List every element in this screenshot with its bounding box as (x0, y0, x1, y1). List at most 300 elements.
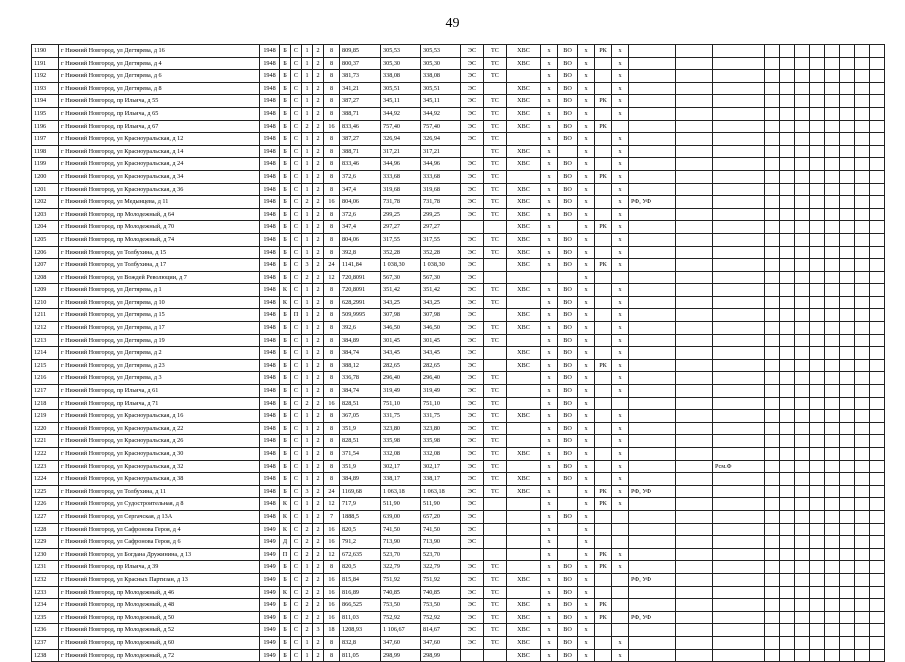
table-cell: ТС (484, 296, 507, 309)
table-cell: 12 (324, 498, 340, 511)
address-cell: г Нижний Новгород, ул Дегтярева, д 1 (59, 284, 260, 297)
table-cell (507, 510, 541, 523)
table-cell (780, 221, 795, 234)
table-cell (810, 460, 825, 473)
table-cell: РФ, УФ (629, 196, 676, 209)
table-cell: ВО (558, 359, 578, 372)
table-cell (507, 498, 541, 511)
table-cell (713, 196, 765, 209)
table-cell (825, 95, 840, 108)
table-cell (629, 120, 676, 133)
table-cell: 1948 (260, 133, 280, 146)
registry-table-wrap (31, 44, 885, 662)
table-cell: 384,74 (340, 385, 381, 398)
table-cell: 809,85 (340, 45, 381, 58)
table-cell: 344,96 (381, 158, 421, 171)
table-cell: 8 (324, 322, 340, 335)
table-cell (507, 372, 541, 385)
table-cell: 8 (324, 422, 340, 435)
table-cell (780, 498, 795, 511)
table-cell: К (280, 296, 291, 309)
table-cell (855, 70, 870, 83)
table-row (32, 448, 885, 461)
table-cell (765, 359, 780, 372)
table-cell: 1 (302, 221, 313, 234)
table-cell: х (578, 221, 595, 234)
table-cell (795, 284, 810, 297)
table-cell: х (612, 435, 629, 448)
table-cell: 333,68 (381, 170, 421, 183)
table-cell (676, 573, 713, 586)
table-row (32, 183, 885, 196)
table-cell (840, 95, 855, 108)
table-cell: 297,27 (381, 221, 421, 234)
table-cell: х (578, 334, 595, 347)
table-cell: 1 (302, 170, 313, 183)
table-cell (780, 309, 795, 322)
table-cell (629, 359, 676, 372)
table-cell: Б (280, 485, 291, 498)
table-cell (507, 385, 541, 398)
table-cell: 2 (313, 485, 324, 498)
table-cell (595, 510, 612, 523)
table-cell: 1 (302, 246, 313, 259)
table-cell: 1 (302, 435, 313, 448)
table-cell (595, 70, 612, 83)
table-cell (629, 271, 676, 284)
table-cell: ЭС (461, 284, 484, 297)
table-cell (713, 599, 765, 612)
table-cell (676, 649, 713, 662)
table-cell: 1 (302, 95, 313, 108)
table-cell: х (578, 170, 595, 183)
table-cell (870, 233, 885, 246)
table-cell: 305,51 (421, 82, 461, 95)
table-cell: 8 (324, 57, 340, 70)
table-cell (855, 649, 870, 662)
address-cell: г Нижний Новгород, пр Ильича, д 65 (59, 107, 260, 120)
table-cell: 2 (302, 536, 313, 549)
table-cell: х (541, 334, 558, 347)
table-cell: 345,11 (421, 95, 461, 108)
table-cell (780, 410, 795, 423)
table-cell: 3 (313, 624, 324, 637)
row-number-cell: 1227 (32, 510, 59, 523)
table-cell: 8 (324, 45, 340, 58)
table-cell: ХВС (507, 448, 541, 461)
table-cell: х (541, 57, 558, 70)
table-cell (780, 271, 795, 284)
table-cell: 1 (302, 636, 313, 649)
table-row (32, 485, 885, 498)
table-cell: 1948 (260, 359, 280, 372)
table-cell: 372,6 (340, 208, 381, 221)
table-cell (870, 498, 885, 511)
table-cell: С (291, 183, 302, 196)
table-cell: х (541, 322, 558, 335)
table-cell: ВО (558, 448, 578, 461)
table-cell: 2 (313, 510, 324, 523)
table-cell (855, 322, 870, 335)
table-cell (810, 183, 825, 196)
table-cell: 2 (313, 573, 324, 586)
table-cell (713, 586, 765, 599)
table-cell (765, 221, 780, 234)
table-cell: 757,40 (381, 120, 421, 133)
table-cell: 24 (324, 259, 340, 272)
table-cell: ХВС (507, 410, 541, 423)
table-cell: 8 (324, 82, 340, 95)
table-cell: х (612, 82, 629, 95)
table-cell (780, 435, 795, 448)
table-cell: 319,68 (381, 183, 421, 196)
table-cell: х (541, 246, 558, 259)
table-cell (629, 246, 676, 259)
table-cell: 1 (302, 561, 313, 574)
table-cell (595, 145, 612, 158)
table-row (32, 221, 885, 234)
table-cell: х (578, 372, 595, 385)
table-cell (795, 296, 810, 309)
table-cell: х (541, 385, 558, 398)
table-cell (713, 208, 765, 221)
table-cell: х (612, 649, 629, 662)
table-cell (795, 170, 810, 183)
table-cell: 301,45 (421, 334, 461, 347)
table-cell (558, 485, 578, 498)
table-cell: х (578, 82, 595, 95)
table-cell: С (291, 296, 302, 309)
table-cell (780, 359, 795, 372)
table-cell: ЭС (461, 296, 484, 309)
table-cell: 1948 (260, 82, 280, 95)
table-cell (780, 107, 795, 120)
table-cell: ХВС (507, 158, 541, 171)
table-cell: П (291, 309, 302, 322)
table-cell: ТС (484, 120, 507, 133)
address-cell: г Нижний Новгород, ул Дегтярева, д 10 (59, 296, 260, 309)
table-cell: х (541, 510, 558, 523)
table-cell (595, 649, 612, 662)
table-cell: ВО (558, 296, 578, 309)
table-cell (840, 410, 855, 423)
table-cell: ВО (558, 309, 578, 322)
table-cell: ТС (484, 422, 507, 435)
table-cell: х (541, 573, 558, 586)
table-cell: х (612, 309, 629, 322)
address-cell: г Нижний Новгород, ул Красноуральская, д 22 (59, 422, 260, 435)
table-cell: 1 (302, 347, 313, 360)
table-cell: 1948 (260, 309, 280, 322)
table-cell: 16 (324, 611, 340, 624)
table-cell (870, 170, 885, 183)
table-cell: 1949 (260, 548, 280, 561)
table-cell: Б (280, 636, 291, 649)
table-cell: РФ, УФ (629, 611, 676, 624)
row-number-cell: 1222 (32, 448, 59, 461)
address-cell: г Нижний Новгород, ул Дегтярева, д 23 (59, 359, 260, 372)
address-cell: г Нижний Новгород, пр Молодежный, д 70 (59, 221, 260, 234)
table-cell: Д (280, 536, 291, 549)
table-cell (461, 145, 484, 158)
table-cell: 8 (324, 95, 340, 108)
table-cell (810, 586, 825, 599)
table-cell (676, 485, 713, 498)
table-cell (484, 523, 507, 536)
table-cell (840, 170, 855, 183)
address-cell: г Нижний Новгород, ул Сафронова Героя, д 6 (59, 536, 260, 549)
table-cell: РК (595, 485, 612, 498)
table-cell (765, 435, 780, 448)
table-cell: 1949 (260, 523, 280, 536)
table-cell: РФ, УФ (629, 573, 676, 586)
table-cell: ТС (484, 636, 507, 649)
table-cell: ЭС (461, 460, 484, 473)
address-cell: г Нижний Новгород, ул Вождей Революции, д 7 (59, 271, 260, 284)
table-cell (855, 221, 870, 234)
table-cell: 1948 (260, 448, 280, 461)
table-cell (595, 586, 612, 599)
table-cell: 713,90 (421, 536, 461, 549)
table-cell: 345,11 (381, 95, 421, 108)
table-cell: 866,525 (340, 599, 381, 612)
table-cell (676, 309, 713, 322)
table-cell (676, 284, 713, 297)
table-cell: ТС (484, 372, 507, 385)
table-cell: ТС (484, 599, 507, 612)
table-cell: 12 (324, 271, 340, 284)
table-cell (713, 536, 765, 549)
table-cell: 2 (313, 636, 324, 649)
table-cell: 2 (313, 435, 324, 448)
table-cell: 1948 (260, 498, 280, 511)
table-cell (855, 196, 870, 209)
table-cell (840, 385, 855, 398)
table-cell (825, 548, 840, 561)
table-cell: 3 (302, 259, 313, 272)
table-cell: ЭС (461, 573, 484, 586)
table-row (32, 649, 885, 662)
table-row (32, 611, 885, 624)
table-cell (825, 158, 840, 171)
table-cell (713, 107, 765, 120)
table-cell (780, 120, 795, 133)
table-cell: 351,42 (421, 284, 461, 297)
table-cell (855, 233, 870, 246)
table-cell (780, 322, 795, 335)
table-cell (595, 57, 612, 70)
table-cell (595, 473, 612, 486)
table-cell (612, 523, 629, 536)
table-cell: 296,40 (381, 372, 421, 385)
table-cell: х (578, 435, 595, 448)
table-cell: 820,5 (340, 561, 381, 574)
table-cell: х (578, 271, 595, 284)
table-cell (629, 397, 676, 410)
table-cell (629, 498, 676, 511)
table-cell (713, 435, 765, 448)
table-row (32, 636, 885, 649)
table-row (32, 57, 885, 70)
table-cell: С (291, 636, 302, 649)
table-cell (765, 183, 780, 196)
table-cell: 347,60 (381, 636, 421, 649)
table-cell: 296,40 (421, 372, 461, 385)
table-cell: 343,25 (381, 296, 421, 309)
table-cell (676, 246, 713, 259)
table-cell: 2 (302, 548, 313, 561)
table-cell (795, 473, 810, 486)
table-cell (713, 548, 765, 561)
table-cell (795, 145, 810, 158)
table-cell (795, 233, 810, 246)
table-cell (855, 523, 870, 536)
table-cell: х (612, 548, 629, 561)
table-cell (870, 599, 885, 612)
table-cell (840, 586, 855, 599)
table-cell: РК (595, 611, 612, 624)
table-cell: 2 (313, 548, 324, 561)
table-cell: Б (280, 460, 291, 473)
table-cell: 1948 (260, 57, 280, 70)
table-cell (795, 498, 810, 511)
table-cell (795, 372, 810, 385)
table-cell: К (280, 586, 291, 599)
table-cell (780, 636, 795, 649)
table-cell (840, 372, 855, 385)
table-cell: С (291, 460, 302, 473)
table-cell: 344,92 (381, 107, 421, 120)
table-cell: 322,79 (381, 561, 421, 574)
table-cell (810, 70, 825, 83)
table-cell (870, 485, 885, 498)
table-cell (825, 196, 840, 209)
table-cell: х (578, 259, 595, 272)
table-cell (855, 422, 870, 435)
table-cell: ЭС (461, 170, 484, 183)
table-cell (676, 599, 713, 612)
table-cell: ТС (484, 170, 507, 183)
table-cell: ВО (558, 599, 578, 612)
table-cell (825, 498, 840, 511)
table-cell (629, 183, 676, 196)
table-cell: 657,20 (421, 510, 461, 523)
table-cell: 346,50 (381, 322, 421, 335)
table-cell (810, 422, 825, 435)
table-cell (713, 510, 765, 523)
table-cell (870, 460, 885, 473)
table-cell (825, 296, 840, 309)
table-cell (595, 233, 612, 246)
table-cell (461, 649, 484, 662)
table-cell (855, 448, 870, 461)
table-cell: 8 (324, 435, 340, 448)
table-cell: 305,30 (381, 57, 421, 70)
table-cell (595, 196, 612, 209)
row-number-cell: 1206 (32, 246, 59, 259)
table-cell: 341,21 (340, 82, 381, 95)
table-cell: х (578, 636, 595, 649)
table-cell: х (541, 636, 558, 649)
table-cell: 371,54 (340, 448, 381, 461)
table-cell (713, 246, 765, 259)
table-cell: х (612, 448, 629, 461)
table-cell (840, 359, 855, 372)
table-cell: 335,98 (381, 435, 421, 448)
table-cell (629, 636, 676, 649)
table-cell (870, 334, 885, 347)
table-cell: 307,98 (381, 309, 421, 322)
table-cell: Б (280, 233, 291, 246)
table-cell: С (291, 82, 302, 95)
table-cell: С (291, 586, 302, 599)
table-cell: 8 (324, 158, 340, 171)
table-cell (840, 208, 855, 221)
table-cell (810, 498, 825, 511)
table-cell: 1948 (260, 107, 280, 120)
table-cell: 751,10 (381, 397, 421, 410)
table-cell: С (291, 372, 302, 385)
table-cell: х (541, 133, 558, 146)
table-cell: 1948 (260, 145, 280, 158)
table-cell (595, 158, 612, 171)
table-cell (825, 473, 840, 486)
table-cell: 8 (324, 649, 340, 662)
table-cell: х (612, 170, 629, 183)
table-cell: х (612, 208, 629, 221)
table-cell (870, 82, 885, 95)
address-cell: г Нижний Новгород, ул Красноуральская, д 34 (59, 170, 260, 183)
table-cell: ХВС (507, 611, 541, 624)
table-cell (765, 70, 780, 83)
table-cell (507, 133, 541, 146)
table-cell (612, 536, 629, 549)
table-cell: х (541, 586, 558, 599)
table-cell: х (541, 170, 558, 183)
table-cell: 731,78 (421, 196, 461, 209)
table-cell (870, 586, 885, 599)
table-cell (855, 561, 870, 574)
table-cell (558, 523, 578, 536)
table-cell (855, 259, 870, 272)
table-cell: 751,10 (421, 397, 461, 410)
table-cell (810, 561, 825, 574)
table-cell: 2 (313, 208, 324, 221)
table-cell (713, 170, 765, 183)
table-cell (840, 145, 855, 158)
row-number-cell: 1219 (32, 410, 59, 423)
table-cell: 282,65 (381, 359, 421, 372)
table-cell (713, 523, 765, 536)
table-row (32, 372, 885, 385)
table-cell (629, 536, 676, 549)
table-cell: 2 (313, 599, 324, 612)
table-cell (507, 334, 541, 347)
table-cell (612, 271, 629, 284)
table-cell (870, 45, 885, 58)
table-cell (825, 70, 840, 83)
table-cell (676, 107, 713, 120)
table-cell: 567,30 (421, 271, 461, 284)
table-cell: х (612, 372, 629, 385)
table-cell (461, 548, 484, 561)
table-cell: 352,28 (381, 246, 421, 259)
table-cell: 720,8091 (340, 271, 381, 284)
table-cell: 299,25 (381, 208, 421, 221)
table-cell (713, 347, 765, 360)
table-cell (765, 107, 780, 120)
table-cell (855, 45, 870, 58)
